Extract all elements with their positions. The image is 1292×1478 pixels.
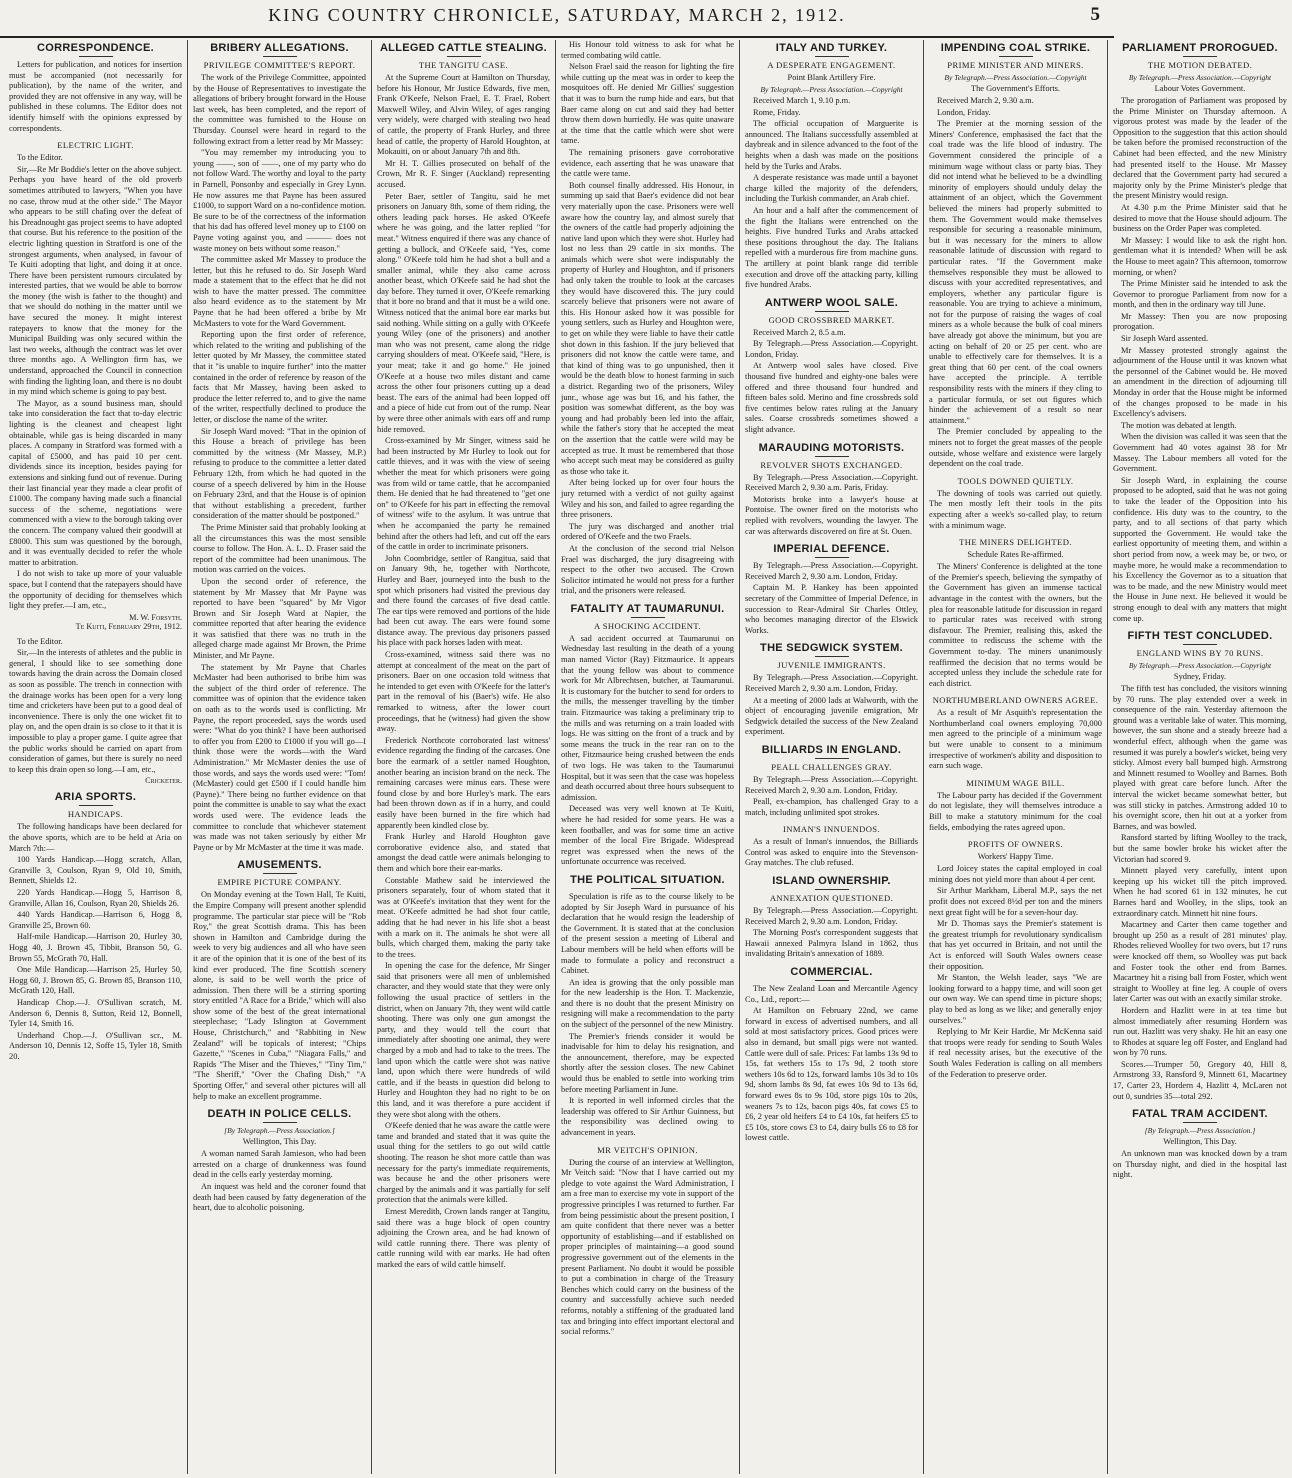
article-dateline: [By Telegraph.—Press Association.] [1144, 1126, 1256, 1136]
article [745, 543, 918, 636]
article-headline: ITALY AND TURKEY. [775, 42, 888, 54]
article-subhead: NORTHUMBERLAND OWNERS AGREE. [932, 695, 1099, 706]
article-headline: BILLIARDS IN ENGLAND. [761, 743, 902, 756]
article-subhead: EMPIRE PICTURE COMPANY. [217, 877, 342, 888]
article-paragraph: Lord Joicey states the capital employed in coal mining does not yield more than about 4 per cent. [929, 864, 1102, 884]
article-paragraph: Mr Massey: I would like to ask the right hon. gentleman what it is intended? When will be ask the House to meet again? This afternoon, tomorrow morning, or when? [1113, 235, 1287, 277]
article-dateline-secondary: Sydney, Friday. [1173, 672, 1227, 682]
masthead-title: KING COUNTRY CHRONICLE, SATURDAY, MARCH 2, 1912. [268, 5, 846, 25]
article-paragraph: The jury was discharged and another trial ordered of O'Keefe and the two Fraels. [561, 521, 734, 542]
article-dateline-secondary: The Government's Efforts. [970, 84, 1061, 93]
headline-rule [263, 56, 297, 57]
article-paragraph: Handicap Chop.—J. O'Sullivan scratch, M. Anderson 6, Dennis 8, Sutton, Reid 12, Bonnell, Tyler 14, Smith 16. [9, 997, 182, 1029]
article-dateline-secondary: Workers' Happy Time. [977, 852, 1054, 862]
article-paragraph: Cross-examined by Mr Singer, witness said he had been instructed by Mr Hurley to look out for cattle thieves, and it was with the view of seeing whether the meat for which prisoners were going was from wild or tame cattle, that he accompanied them. He denied that he had threatened to "get one on" to O'Keefe for his part in effecting the removal of witness' wife to the asylum. It was untrue that when he accompanied the party he remained behind after the others had left, and cut off the ears of the cattle in order to incriminate prisoners. [377, 436, 550, 552]
article-subhead: PRIME MINISTER AND MINERS. [947, 60, 1084, 70]
article-headline: FATALITY AT TAUMARUNUI. [570, 602, 725, 615]
article-subhead: PRIVILEGE COMMITTEE'S REPORT. [203, 60, 356, 70]
article-paragraph: Peter Baer, settler of Tangitu, said he met prisoners on January 8th, some of them riding, the others leading pack horses. He asked O'Keefe where he was going, and the latter replied "for meat." Witness enquired if there was any chance of getting a bullock, and O'Keefe said, "Yes, come along." O'Keefe told him he had shot a bull and a smaller animal, while they also came across another beast, which O'Keefe said he had shot the day before. They turned it over, O'Keefe remarking that it bore no brand and that it must be a wild one. Witness noticed that the animal bore ear marks but said nothing. While sitting on a gully with O'Keefe young Wiley (one of the prisoners) and another man who was not present, came along the ridge carrying shoulders of meat. O'Keefe said, "Here, is your meat; take it and go home." He joined O'Keefe at a house two miles distant and came across the other four prisoners cutting up a dead beast. The ears of the animal had been lopped off and a piece of hide cut from out of the rump. Near by were three other animals with ears off and rump hide removed. [377, 191, 550, 434]
article-paragraph: The Morning Post's correspondent suggests that Hawaii annexed Palmyra Island in 1862, thus invalidating Britain's annexation of 1889. [745, 928, 918, 959]
headline-rule [815, 557, 849, 558]
newspaper-columns [4, 40, 1287, 1474]
article-paragraph: The motion was debated at length. [1121, 420, 1237, 430]
article-paragraph: 220 Yards Handicap.—Hogg 5, Harrison 8, Granville, Allan 16, Coulson, Ryan 20, Shields 26. [9, 887, 182, 908]
article [1113, 630, 1287, 1102]
column-4 [556, 40, 740, 1474]
article-dateline: [By Telegraph.—Press Association.] [224, 1126, 335, 1136]
article-paragraph: The Prime Minister said that probably looking at all the circumstances this was the most sensible course to follow. The Hon. A. L. D. Fraser said the report of the committee had been unanimous. The motion was carried on the voices. [193, 522, 366, 575]
headline-rule [1183, 1122, 1217, 1123]
article-paragraph: To the Editor. [17, 153, 63, 163]
article-paragraph: "You may remember my introducing you to young ——, son of ——, one of my party who do not follow Ward. The worthy and loyal to the party in Parnell, Ponsonby and especially in Grey Lynn. He now assures me that Payne has been assured £1000, to support Ward on a no-confidence motion. Be sure to be of the correctness of the information that his dad has offered level money up to £100 on Payne voting against you, and ——— does not waste money on bets without some reason." [193, 148, 366, 253]
article-paragraph: His Honour told witness to ask for what he termed combating wild cattle. [561, 40, 734, 60]
article [929, 537, 1102, 689]
headline-rule [815, 656, 849, 657]
headline-rule [815, 311, 849, 312]
page-number: 5 [1090, 4, 1100, 25]
headline-rule [1183, 56, 1217, 57]
article-paragraph: The prorogation of Parliament was proposed by the Prime Minister on Thursday afternoon. A vigorous protest was made by the leader of the Opposition to the suggestion that this action should be taken before the promised reconstruction of the Cabinet had been effected, and the new Ministry had presented itself to the House. Mr Massey declared that the Government party had secured a majority only by the Prime Minister's pledge that the present Ministry would resign. [1113, 96, 1287, 201]
article-paragraph: The Mayor, as a sound business man, should take into consideration the fact that to-day electric lighting is the cleanest and cheapest light obtainable, while gas is being discarded in many places. A company in Stratford was formed with a capital of £5000, and has paid 10 per cent. dividends since its inception, besides paying for extensions and sinking fund out of revenue. During their last financial year they made a clear profit of £1000. The company having made such a financial success of the scheme, negotiations were commenced with a view to the borough taking over the concern. The company valued their goodwill at £8000. This sum was questioned by the borough, and it was eventually decided to refer the whole matter to arbitration. [9, 398, 182, 567]
article-dateline: By Telegraph.—Press Association.—Copyright [760, 85, 903, 94]
article-paragraph: The official occupation of Marguerite is announced. The Italians successfully assembled at daybreak and in silence advanced to the foot of the heights when a dash was made on the positions held by the Turks and Arabs. [745, 119, 918, 171]
article-paragraph: By Telegraph.—Press Association.—Copyright. Received March 2, 9.30 a.m. London, Friday. [745, 774, 918, 795]
article-headline: COMMERCIAL. [790, 966, 873, 979]
article-paragraph: The Premier at the morning session of the Miners' Conference, emphasised the fact that the coal trade was the life blood of industry. The Government considered the principle of a minimum wage without class or party bias. They did not intend what he believed to be a dwindling minority of employers should unduly delay the attainment of an object, which the Government believed the miners had properly submitted to them. The Government would make themselves responsible for securing a reasonable minimum, but it was necessary for the miners to allow reasonable latitude of discussion with regard to particular rates. "If the Government make themselves responsible they must be allowed to discuss with your accredited representatives, and employers, whether any particular figure is reasonable. You are trying to achieve a minimum, not for the purpose of raising the wages of coal miners as a whole because the bulk of coal miners have already got above the minimum, but you are acting on behalf of 20 or 25 per cent. who are unable to effectively care for themselves. It is a great thing that 60 per cent. of the coal owners have accepted the principle. A terrible responsibility rests with the miners if they cling to a particular formula, or set out figures which hinder the achievement of a result so near attainment." [929, 119, 1102, 425]
article [929, 839, 1102, 1080]
article-paragraph: Nelson Frael said the reason for lighting the fire while cutting up the meat was in order to keep the mosquitoes off. He denied Mr Gillies' suggestion that it was to burn the rump hide and ears, but that Baer came along on cut and said they had better throw them down hurriedly. He was quite unaware at the time that the cattle which were shot were tame. [561, 62, 734, 146]
article-paragraph: Received March 1, 9.10 p.m. [753, 96, 851, 105]
article-subhead: TOOLS DOWNED QUIETLY. [957, 475, 1074, 486]
article-paragraph: Half-mile Handicap.—Harrison 20, Hurley 30, Hogg 40, J. Brown 45, Tibbit, Branson 50, G. Brown 55, McGrath 70, Hall. [9, 932, 182, 963]
article-headline: ALLEGED CATTLE STEALING. [379, 42, 548, 54]
article [193, 859, 366, 1102]
article-paragraph: The committee asked Mr Massey to produce the letter, but this he refused to do. Sir Joseph Ward made a statement that to the effect that he did not wish to have the matter pressed. The committee also heard evidence as to the statement by Mr Payne that he had been offered a bribe by Mr McMasters to vote for the Ward Government. [193, 255, 366, 328]
article-paragraph: I do not wish to take up more of your valuable space, but I contend that the ratepayers should have the opportunity of deciding for themselves which light they prefer.—I am, etc., [9, 569, 182, 611]
article-paragraph: One Mile Handicap.—Harrison 25, Hurley 50, Hogg 60, J. Brown 85, G. Brown 85, Branson 110, McGrath 120, Hall. [9, 965, 182, 996]
article [561, 874, 734, 1139]
article-paragraph: After being locked up for over four hours the jury returned with a verdict of not guilty against Wiley and his son, and failed to agree regarding the three prisoners. [561, 478, 734, 520]
article-paragraph: At the Supreme Court at Hamilton on Thursday, before his Honour, Mr Justice Edwards, five men, Frank O'Keefe, Nelson Frael, E. T. Frael, Robert Maxwell Wiley, and Alvin Wiley, of ages ranging very widely, were charged with stealing two head of cattle, the property of Frank Hurley, and three head of cattle, the property of Harold Houghton, at Mokauiti, on or about January 7th and 8th. [377, 73, 550, 157]
article-headline: ISLAND OWNERSHIP. [772, 875, 891, 888]
article-paragraph: The work of the Privilege Committee, appointed by the House of Representatives to investigate the allegations of bribery brought forward in the House last week, has been completed, and the report of the committee was furnished to the House on Thursday. Counsel were heard in regard to the following extract from a letter read by Mr Massey: [193, 73, 366, 146]
article [561, 1145, 734, 1338]
article-paragraph: Sir,—Re Mr Boddie's letter on the above subject. Perhaps you have heard of the old proverb sometimes attributed to lawyers, "When you have no case, throw mud at the other side." The Mayor who appears to be still chafing over the defeat of his Dreadnought gas project seems to have adopted that course. But his reference to the position of the electric lighting question in Stratford is one of the strongest arguments, when analysed, in favour of Te Kuiti adopting that light, and doing it at once. There have been persistent rumours circulated by interested parties, that we would be able to borrow the money (the wish is father to the thought) and that we should do nothing in the matter until we have secured the money. It might interest ratepayers to know that the money for the Municipal Building was only secured within the last two weeks, although the contract was let over three months ago. A Wellington firm has, we understand, approached the Council in connection with finding the lighting loan, and there is no doubt in my mind which scheme is going to pay best. [9, 164, 182, 397]
article-paragraph: The Labour party has decided if the Government do not legislate, they will themselves introduce a Bill to make a statutory minimum for the coal fields, embodying the rates agreed upon. [929, 790, 1102, 832]
column-6 [924, 40, 1108, 1474]
article-dateline-secondary: Wellington, This Day. [242, 1137, 317, 1147]
article-paragraph: Scores.—Trumper 50, Gregory 40, Hill 8, Armstrong 33, Ransford 9, Minnett 61, Macartney 17, Carter 23, Hordern 4, Hazlitt 4, McLaren not out 0, sundries 35—total 292. [1113, 1059, 1287, 1101]
article-headline: DEATH IN POLICE CELLS. [207, 1108, 352, 1121]
article [561, 603, 734, 868]
headline-rule [263, 873, 297, 874]
article-subhead: GOOD CROSSBRED MARKET. [768, 314, 895, 325]
article-paragraph: London, Friday. [937, 107, 991, 117]
headline-rule [815, 889, 849, 890]
article [9, 637, 182, 786]
article-paragraph: Minnett played very carefully, intent upon keeping up his wicket till the pitch improved. When he had scored 61 in 132 minutes, he cut Barnes hard and Woolley, in the slips, took an extraordinary catch. Minnett hit nine fours. [1113, 866, 1287, 918]
article-paragraph: Sir Joseph Ward moved: "That in the opinion of this House a breach of privilege has been committed by the witness (Mr Massey, M.P.) refusing to produce to the committee a letter dated February 12th, from which he had quoted in the course of a speech delivered by him in the House on February 23rd, and that the House is of opinion that without establishing a precedent, further consideration of the matter should be postponed." [193, 426, 366, 521]
article-headline: PARLIAMENT PROROGUED. [1122, 42, 1278, 54]
article-subhead: MR VEITCH'S OPINION. [597, 1144, 698, 1155]
article-paragraph: Mr Massey: Then you are now proposing prorogation. [1113, 311, 1287, 332]
article-paragraph: Sir Arthur Markham, Liberal M.P., says the net profit does not exceed 8½d per ton and the miners next great fight will be for a seven-hour day. [929, 886, 1102, 917]
article-paragraph: Mr H. T. Gillies prosecuted on behalf of the Crown, Mr R. F. Singer (Auckland) representing accused. [377, 158, 550, 189]
article [745, 875, 918, 960]
masthead [0, 0, 1114, 38]
article-subhead: JUVENILE IMMIGRANTS. [777, 660, 886, 671]
article-paragraph: By Telegraph.—Press Association.—Copyright. Received March 2, 9.30 a.m. Paris, Friday. [745, 472, 918, 493]
article-headline: THE POLITICAL SITUATION. [570, 873, 725, 886]
article-subhead: PEALL CHALLENGES GRAY. [771, 761, 892, 772]
article-paragraph: Mr Massey protested strongly against the adjournment of the House until it was known what the personnel of the Cabinet would be. He moved an amendment in the direction of adjourning till Monday in order that the House might be informed of the changes proposed to be made in his Excellency's advisers. [1113, 345, 1287, 419]
article-subhead: REVOLVER SHOTS EXCHANGED. [760, 459, 903, 470]
article-paragraph: The statement by Mr Payne that Charles McMaster had been authorised to bribe him was the subject of the third order of reference. The committee was of opinion that the evidence taken on oath as to the words used is conflicting. Mr Payne, the report proceeded, says the words used were: "What do you think? I have been authorised to offer you from £200 to £1000 if you will go—I think those were the words—with the Ward Administration." Mr McMaster denies the use of those words, and says the words used were: "Tom! (McMaster) could get £500 if I could handle him (Payne)." There being no further evidence on that point the committee is unable to say what the exact words used were. The evidence leads the committee to conclude that whichever statement was made was not taken seriously by either Mr Payne or by Mr McMaster at the time it was made. [193, 662, 366, 852]
article-subhead: ENGLAND WINS BY 70 RUNS. [1136, 648, 1264, 659]
article-dateline-secondary: Labour Votes Government. [1154, 84, 1246, 93]
article-paragraph: To the Editor. [17, 636, 63, 646]
article-headline: AMUSEMENTS. [237, 859, 322, 872]
article-headline: THE SEDGWICK SYSTEM. [760, 642, 903, 655]
article-paragraph: By Telegraph.—Press Association.—Copyright. Received March 2, 9.30 a.m. London, Friday. [745, 906, 918, 926]
article-paragraph: In opening the case for the defence, Mr Singer said that prisoners were all men of unblemished character, and they would state that they were only following the usual practice of settlers in the district, when on January 7th, they went wild cattle shooting. There was only one gun amongst the party, and they would tell the court that immediately after shooting one animal, they were charged by a mob and had to take to the trees. The land upon which the cattle were shot was native land, upon which there were hundreds of wild cattle, and if the beasts in question did belong to Hurley and Houghton they had no right to be on this land, and it was therefore a pure accident if they were shot along with the others. [377, 961, 550, 1119]
article-headline: FATAL TRAM ACCIDENT. [1132, 1108, 1268, 1121]
article [561, 40, 734, 597]
article-subhead: INMAN'S INNUENDOS. [782, 824, 881, 835]
article-paragraph: As a result of Inman's innuendos, the Billiards Control was asked to enquire into the Stevenson-Gray matches. The club refused. [745, 837, 918, 868]
article-dateline: By Telegraph.—Press Association.—Copyright [1128, 73, 1272, 82]
article-paragraph: As a result of Mr Asquith's representation the Northumberland coal owners employing 70,000 men agreed to the principle of a minimum wage but were unable to consent to a minimum irrespective of workmen's ability and disposition to earn such wage. [929, 708, 1102, 771]
article-paragraph: The Premier concluded by appealing to the miners not to forget the great masses of the people outside, whose welfare and existence were largely dependent on the coal trade. [929, 427, 1102, 469]
headline-rule [79, 56, 113, 57]
article-paragraph: On Monday evening at the Town Hall, Te Kuiti, the Empire Company will present another splendid programme. The particular star piece will be "Rob Roy," the great Scottish drama. This has been shown in Hamilton and Cambridge during the week to very big audiences and all who have seen it are of the opinion that it is one of the best of its kind ever produced. The fine Scottish scenery alone, is said to be well worth the price of admission. Then there will be a stirring sporting story entitled "A Race for a Bride," which will also show some of the best of the great international steeplechase; "Lady Islington at Government House, Christchurch," and "Rabbiting in New Zealand" will be topicals of interest; "Chips Gazette," "Scenes in Cuba," "Niagara Falls," and Rapids "The Miser and the Thieves," "Tiny Tim," "The Sheriff," "Over the Chafing Dish," "A Sporting Offer," and several other pictures will all help to make an excellent programme. [193, 890, 366, 1101]
headline-rule [815, 456, 849, 457]
article-headline: IMPENDING COAL STRIKE. [940, 42, 1091, 54]
article-headline: CORRESPONDENCE. [37, 42, 154, 54]
article [377, 42, 550, 1271]
article-paragraph: Frederick Northcote corroborated last witness' evidence regarding the finding of the carcases. One bore the earmark of a settler named Houghton, another bearing an incision brand on the neck. The remaining carcases were minus ears. These were found close by and bore Hurley's mark. The ears had been thrown down as if in a hurry, and could easily have been burned in the fire which had apparently been kindled close by. [377, 735, 550, 830]
article-paragraph: A sad accident occurred at Taumarunui on Wednesday last resulting in the death of a young man named Victor (Ray) Fitzmaurice. It appears that the young fellow was about to commence work for Mr Albrechtsen, butcher, at Taumarunui. It is customary for the butcher to send for orders to the mills, the messenger travelling by the timber train. Fitzmaurice was taking a preliminary trip to the mills and was returning on a train loaded with logs. He was sitting on the front of a truck and by some means the truck in the rear ran on to the other, Fitzmaurice being crushed between the ends of two logs. He was taken to the Taumarunui Hospital, but it was seen that the case was hopeless and death occurred about three hours subsequent to admission. [561, 633, 734, 802]
article [745, 966, 918, 1144]
article-paragraph: 440 Yards Handicap.—Harrison 6, Hogg 8, Granville 25, Brown 60. [9, 910, 182, 930]
article [745, 642, 918, 738]
article [1113, 42, 1287, 624]
article-paragraph: Mr D. Thomas says the Premier's statement is the greatest triumph for revolutionary syndicalism that has yet occurred in Britain, and not until the Act is enforced will South Wales owners cease their opposition. [929, 919, 1102, 971]
article-paragraph: Deceased was very well known at Te Kuiti, where he had resided for some years. He was a keen footballer, and was for some time an active member of the local Fire Brigade. Widespread regret was expressed when the news of the unfortunate occurrence was received. [561, 804, 734, 867]
article [745, 824, 918, 869]
article-paragraph: The downing of tools was carried out quietly. The men mostly left their tools in the pits expecting after a week's so-called play, to return with a minimum wage. [929, 488, 1102, 530]
article-paragraph: Replying to Mr Keir Hardie, Mr McKenna said that troops were ready for sending to South Wales if real necessity arises, but the executive of the South Wales Federation is calling on all members of the Federation to preserve order. [929, 1027, 1102, 1079]
article-subhead: ANNEXATION QUESTIONED. [769, 893, 894, 904]
article-paragraph: Peall, ex-champion, has challenged Gray to a match, including unlimited spot strokes. [745, 797, 918, 817]
article [929, 42, 1102, 470]
column-1 [4, 40, 188, 1474]
article-subhead: MINIMUM WAGE BILL. [966, 777, 1065, 788]
article-paragraph: Rome, Friday. [753, 107, 801, 117]
headline-rule [815, 980, 849, 981]
article-dateline-secondary: Point Blank Artillery Fire. [787, 73, 876, 82]
article-paragraph: Sir,—In the interests of athletes and the public in general, I should like to see something done towards having the drain across the Domain closed as soon as possible. The trench in connection with the drainage works has been open for a very long time and cricketers have been put to a good deal of inconvenience. There is only the one wicket fit to play on, and the open drain is so close to it that it is impossible to play a proper game. I quite agree that the public works should be carried on apart from consideration of games, but there is surely no need to keep this drain open so long.—I am, etc., [9, 648, 182, 774]
article-paragraph: At Antwerp wool sales have closed. Five thousand five hundred and eighty-one bales were offered and three thousand four hundred and fifteen bales sold. Merino and fine crossbreds sold five centimes below rates ruling at the January sales. Coarse crossbreds sometimes showed a slight advance. [745, 361, 918, 435]
article [9, 140, 182, 631]
article-paragraph: Sir Joseph Ward assented. [1121, 334, 1209, 344]
article-subhead: THE TANGITU CASE. [418, 60, 509, 70]
article-paragraph: The Prime Minister said he intended to ask the Governor to prorogue Parliament from now for a month, and then in the ordinary way till June. [1113, 279, 1287, 310]
column-2 [188, 40, 372, 1474]
article-paragraph: An unknown man was knocked down by a tram on Thursday night, and died in the hospital last night. [1113, 1149, 1287, 1180]
article-signoff: M. W. Forsyth. Te Kuiti, February 29th, 1912. [75, 612, 182, 631]
article-paragraph: Ransford started by lifting Woolley to the track, but the same bowler broke his wicket after the Victorian had scored 9. [1113, 833, 1287, 864]
article-paragraph: Upon the second order of reference, the statement by Mr Massey that Mr Payne was reported to have been "squared" by Mr Vigor Brown and Sir Joseph Ward at Napier, the committee reported that after hearing the evidence it was satisfied that there was no truth in the alleged charge made against Mr Brown, the Prime Minister, and Mr Payne. [193, 576, 366, 661]
article [193, 42, 366, 853]
article-headline: ARIA SPORTS. [54, 791, 137, 804]
article-paragraph: Hordern and Hazlitt were in at tea time but almost immediately after resuming Hordern was run out. Hazlitt was very shaky. He hit an easy one to Rhodes at square leg off Foster, and England had won by 70 runs. [1113, 1005, 1287, 1058]
article-paragraph: Ernest Meredith, Crown lands ranger at Tangitu, said there was a huge block of open country adjoining the Crown area, and he had known of wild cattle running there. There was plenty of cattle running wild with ear marks. He had often marked the ears of wild cattle himself. [377, 1206, 550, 1269]
article-paragraph: During the course of an interview at Wellington, Mr Veitch said: "Now that I have carried out my pledge to vote against the Ward Administration, I am a free man to exercise my vote in support of the progressive principles I was returned to further. Far from being pessimistic about the present position, I am quite confident that there never was a better opportunity of establishing—and if established on proper principles of maintaining—a good sound progressive government out of the elements in the present Parliament. No doubt it would be possible to put a combination in charge of the Treasury Benches which could carry on the business of the country and successfully achieve such needed reforms, notably a stiffening of the graduated land tax and bringing into effect important electoral and social reforms." [561, 1157, 734, 1337]
headline-rule [1183, 644, 1217, 645]
article-paragraph: A woman named Sarah Jamieson, who had been arrested on a charge of drunkenness was found dead in the cells early yesterday morning. [193, 1149, 366, 1180]
article-paragraph: Letters for publication, and notices for insertion must be accompanied (not necessarily for publication), by the name of the writer, and provided they are not offensive in any way, will be published in these columns. The Editor does not identify himself with the opinions expressed by correspondents. [9, 60, 182, 133]
article [1113, 1108, 1287, 1181]
article-paragraph: Speculation is rife as to the course likely to be adopted by Sir Joseph Ward in pursuance of his declaration that he would resign the leadership of the Government. It is stated that at the conclusion of the present session a meeting of Liberal and Labour members will be held when efforts will be made to formulate a policy and reconstruct a Cabinet. [561, 891, 734, 976]
article-paragraph: Cross-examined, witness said there was no attempt at concealment of the meat on the part of prisoners. Baer on one occasion told witness that he intended to get even with O'Keefe for the latter's part in the removal of his (Baer's) wife. He also remarked to witness, after the lower court proceedings, that he (witness) had given the show away. [377, 650, 550, 734]
column-7 [1108, 40, 1292, 1474]
article [929, 778, 1102, 833]
article [9, 791, 182, 1062]
article-dateline: By Telegraph.—Press Association.—Copyright [944, 73, 1087, 82]
headline-rule [631, 888, 665, 889]
article [745, 297, 918, 436]
article [193, 1108, 366, 1214]
article-dateline-secondary: Wellington, This Day. [1163, 1137, 1237, 1147]
article [745, 442, 918, 538]
article-subhead: ELECTRIC LIGHT. [57, 140, 134, 151]
article [929, 476, 1102, 531]
article-paragraph: Motorists broke into a lawyer's house at Pontoise. The owner fired on the motorists who replied with revolvers, wounding the lawyer. The car was afterwards discovered on fire at St. Ouen. [745, 494, 918, 536]
headline-rule [999, 56, 1033, 57]
article-paragraph: At Hamilton on February 22nd, we came forward in excess of advertised numbers, and all sold at most satisfactory prices. Good prices were also in demand, but small pigs were not wanted. Cattle were dull of sale. Prices: Fat lambs 13s 9d to 15s, fat wethers 15s to 17s 9d, 2 tooth store wethers 10s 6d to 12s, forward lambs 10s 3d to 10s 9d, shorn lambs 8s 9d, fat ewes 10s 9d to 13s 6d, forward ewes 8s to 9s 10d, store pigs 10s to 20s, weaners 7s to 12s, bacon pigs 40s, fat cows £5 to £6, 2 year old heifers £4 to £4 10s, fat heifers £5 to £5 10s, store cows £3 to £4, dairy bulls £6 to £8 for lowest cattle. [745, 1006, 918, 1143]
article-paragraph: The Premier's friends consider it would be inadvisable for him to delay his resignation, and the announcement, therefore, may be expected shortly after the session closes. The new Cabinet would thus be enabled to settle into working trim before meeting Parliament in June. [561, 1031, 734, 1094]
article-paragraph: Captain M. P. Hankey has been appointed secretary of the Committee of Imperial Defence, in succession to Rear-Admiral Sir Charles Ottley, who becomes managing director of the Elswick Works. [745, 583, 918, 635]
article-paragraph: Reporting upon the first order of reference, which related to the writing and publishing of the letter quoted by Mr Massey, the committee stated that it "is unable to inquire further" into the matter contained in the order of reference by reason of the facts that Mr Massey, having been asked to produce the letter referred to, and to give the name of the writer, respectfully declined to produce the letter, or disclose the name of the writer. [193, 330, 366, 424]
article-paragraph: Frank Hurley and Harold Houghton gave corroborative evidence also, and stated that amongst the dead cattle were animals belonging to them and which bore their ear-marks. [377, 832, 550, 873]
article-paragraph: The fifth test has concluded, the visitors winning by 70 runs. The play extended over a week in consequence of the rain. Yesterday afternoon the ground was a veritable lake of water. This morning, however, the sun shone and a steady breeze had a wonderful effect, although when the game was resumed it was purely a bowler's wicket, being very sticky. Almost every ball bumped high. Armstrong and Minnett resumed to Woolley and Barnes. Both played with great care before lunch. After the interval the wicket became somewhat better, but was still sticky in patches. Armstrong added 10 to his overnight score, then hit out at a yorker from Barnes, and was bowled. [1113, 684, 1287, 831]
article-paragraph: By Telegraph.—Press Association.—Copyright. Received March 2, 9.30 a.m. London, Friday. [745, 673, 918, 693]
article-subhead: THE MINERS DELIGHTED. [959, 537, 1072, 548]
headline-rule [815, 56, 849, 57]
article [745, 744, 918, 818]
article-paragraph: Both counsel finally addressed. His Honour, in summing up said that Baer's evidence did not bear very materially upon the case. Prisoners were well aware how the country lay, and almost surely that the owners of the cattle had properly adjoining the native land upon which they were shot. Hurley had lost no less than 29 cattle in six months. The animals which were shot were indisputably the property of Hurley and Houghton, and if prisoners had only taken the trouble to look at the carcases they would have discovered this. The jury could scarcely believe that prisoners were not aware of this. His Honour asked how it was possible for young settlers, such as Hurley and Houghton were, to get on while they were liable to have their cattle shot down in this fashion. If the jury believed that prisoners did not know the cattle were tame, and that kind of thing was to go unpunished, then it would be the death blow to honest farming in such a district. Regarding two of the prisoners, Wiley junr., whose age was but 16, and his father, the position was somewhat different, as the boy was young and had probably been led into the affair, while the father's story that he accepted the meat on the assertion that the cattle were wild may be accepted as true. It must be remembered that those who accept such meat may be considered as guilty as those who take it. [561, 180, 734, 476]
article-headline: FIFTH TEST CONCLUDED. [1127, 630, 1273, 643]
article-signoff: Cricketer. [145, 776, 182, 786]
article-dateline: By Telegraph.—Press Association.—Copyright [1128, 661, 1272, 671]
article-paragraph: An inquest was held and the coroner found that death had been caused by fatty degeneration of the heart, due to alcoholic poisoning. [193, 1182, 366, 1213]
article-paragraph: The following handicaps have been declared for the above sports, which are to be held at Aria on March 7th:— [9, 822, 182, 853]
article-paragraph: At 4.30 p.m the Prime Minister said that he desired to move that the House should adjourn. The business on the Order Paper was completed. [1113, 202, 1287, 234]
article-headline: BRIBERY ALLEGATIONS. [210, 42, 349, 54]
article-subhead: THE MOTION DEBATED. [1147, 60, 1253, 70]
article-paragraph: Received March 2, 8.5 a.m. [753, 327, 846, 337]
headline-rule [815, 758, 849, 759]
article-headline: IMPERIAL DEFENCE. [773, 543, 890, 556]
headline-rule [263, 1122, 297, 1123]
article-paragraph: By Telegraph.—Press Association.—Copyright. London, Friday. [745, 339, 918, 359]
article [929, 695, 1102, 772]
article-subhead: A DESPERATE ENGAGEMENT. [767, 60, 896, 70]
article-paragraph: Constable Mathew said he interviewed the prisoners separately, four of whom stated that it was at O'Keefe's invitation that they went for the meat. O'Keefe admitted he had shot four cattle, adding that he had never in his life shot a beast with a mark on it. The animals he shot were all bulls, which charged them, making the party take to the trees. [377, 875, 550, 959]
article-paragraph: Sir Joseph Ward, in explaining the course proposed to be adopted, said that he was not going to take the leader of the Opposition into his confidence. His duty was to the country, to the party, and to all sections of that party which supported the Government. He would take the earliest opportunity of meeting them, and within a short period from now, a week may be, or two, or maybe more, he would make a recommendation to his Excellency the Governor as to a situation that was to be made, and the new Ministry would meet the House in June next. He believed it would be strong enough to deal with any matters that might come up. [1113, 475, 1287, 623]
article-paragraph: When the division was called it was seen that the Government had 40 votes against 38 for Mr Massey. The Labour members all voted for the Government. [1113, 432, 1287, 474]
article-paragraph: The Miners' Conference is delighted at the tone of the Premier's speech, believing the sympathy of the Government has given an immense tactical advantage in the contest with the owners, but the plea for reasonable latitude for discussion in regard to particular rates was received with strong disfavour. The Premier, realising this, asked the committee to rediscuss the scheme with the Government to-day. The miners unanimously reaffirmed the decision that no terms would be accepted unless they include the schedule rate for each district. [929, 562, 1102, 688]
article-paragraph: John Coombridge, settler of Rangitua, said that on January 9th, he, together with Northcote, Hurley and Baer, journeyed into the bush to the spot which prisoners had visited the previous day and there found the carcases of five dead cattle. The ear tips were removed and portions of the hide had been cut away. The ears were found some distance away. The previous day prisoners passed his place with pack horses laden with meat. [377, 553, 550, 648]
article-paragraph: Macartney and Carter then came together and brought up 250 as a result of 281 minutes' play. Rhodes relieved Woolley for two overs, but 17 runs were knocked off them, so Woolley was put back and Foster took the other end from Barnes. Macartney hit a rising ball from Foster, which went straight to Woolley at fine leg. A couple of overs later Carter was out with an exactly similar stroke. [1113, 920, 1287, 1004]
headline-rule [631, 617, 665, 618]
article-paragraph: At the conclusion of the second trial Nelson Frael was discharged, the jury disagreeing with respect to the other two accused. The Crown Solicitor intimated he would not press for a further trial, and the prisoners were released. [561, 543, 734, 596]
article [9, 42, 182, 134]
article-headline: MARAUDING MOTORISTS. [758, 441, 905, 454]
article-subhead: A SHOCKING ACCIDENT. [594, 620, 701, 631]
article-headline: ANTWERP WOOL SALE. [764, 296, 899, 309]
column-5 [740, 40, 924, 1474]
article [745, 42, 918, 291]
article-paragraph: The remaining prisoners gave corroborative evidence, each asserting that he was unaware that the cattle were tame. [561, 147, 734, 179]
column-3 [372, 40, 556, 1474]
article-paragraph: The New Zealand Loan and Mercantile Agency Co., Ltd., report:— [745, 984, 918, 1004]
article-subhead: PROFITS OF OWNERS. [967, 839, 1064, 850]
article-subhead: HANDICAPS. [67, 809, 124, 820]
article-dateline-secondary: Schedule Rates Re-affirmed. [967, 550, 1064, 560]
article-paragraph: Underhand Chop.—J. O'Sullivan scr., M. Anderson 10, Dennis 12, Soffe 15, Tyler 18, Smith 20. [9, 1030, 182, 1061]
headline-rule [79, 805, 113, 806]
article-paragraph: A desperate resistance was made until a bayonet charge killed the majority of the defenders, including the Turkish commander, an Arab chief. [745, 173, 918, 204]
article-paragraph: An idea is growing that the only possible man for the new leadership is the Hon. T. Mackenzie, and there is no doubt that the present Ministry on resigning will make a recommendation to the party on the subject of the personnel of the new Ministry. [561, 977, 734, 1030]
article-paragraph: It is reported in well informed circles that the leadership was offered to Sir Arthur Guinness, but the responsibility was declined owing to advancement in years. [561, 1096, 734, 1137]
article-paragraph: 100 Yards Handicap.—Hogg scratch, Allan, Granville 3, Coulson, Ryan 9, Old 10, Smith, Bennett, Shields 12. [9, 855, 182, 886]
article-paragraph: Received March 2, 9.30 a.m. [937, 96, 1034, 105]
article-paragraph: By Telegraph.—Press Association.—Copyright. Received March 2, 9.30 a.m. London, Friday. [745, 561, 918, 581]
headline-rule [447, 56, 481, 57]
article-paragraph: An hour and a half after the commencement of the fight the Italians were entrenched on the heights. Five hundred Turks and Arabs attacked these positions throughout the day. The Italians repelled with a murderous fire from machine guns. The artillery at point blank range did terrible execution and drove off the attacking party, killing five hundred Arabs. [745, 205, 918, 290]
article-paragraph: At a meeting of 2000 lads at Walworth, with the object of encouraging juvenile emigration, Mr Sedgwick detailed the success of the New Zealand experiment. [745, 695, 918, 737]
article-paragraph: O'Keefe denied that he was aware the cattle were tame and branded and stated that it was quite the usual thing for the settlers to go out wild cattle shooting. The reason he shot more cattle than was necessary for the party's immediate requirements, was because he and the other prisoners were charged by the animals and it was partially for self protection that the animals were killed. [377, 1121, 550, 1205]
article-paragraph: Mr Stanton, the Welsh leader, says "We are looking forward to a happy time, and will soon get our own way. We can spend time in picture shops; play to bed as long as we like; and generally enjoy ourselves." [929, 973, 1102, 1025]
